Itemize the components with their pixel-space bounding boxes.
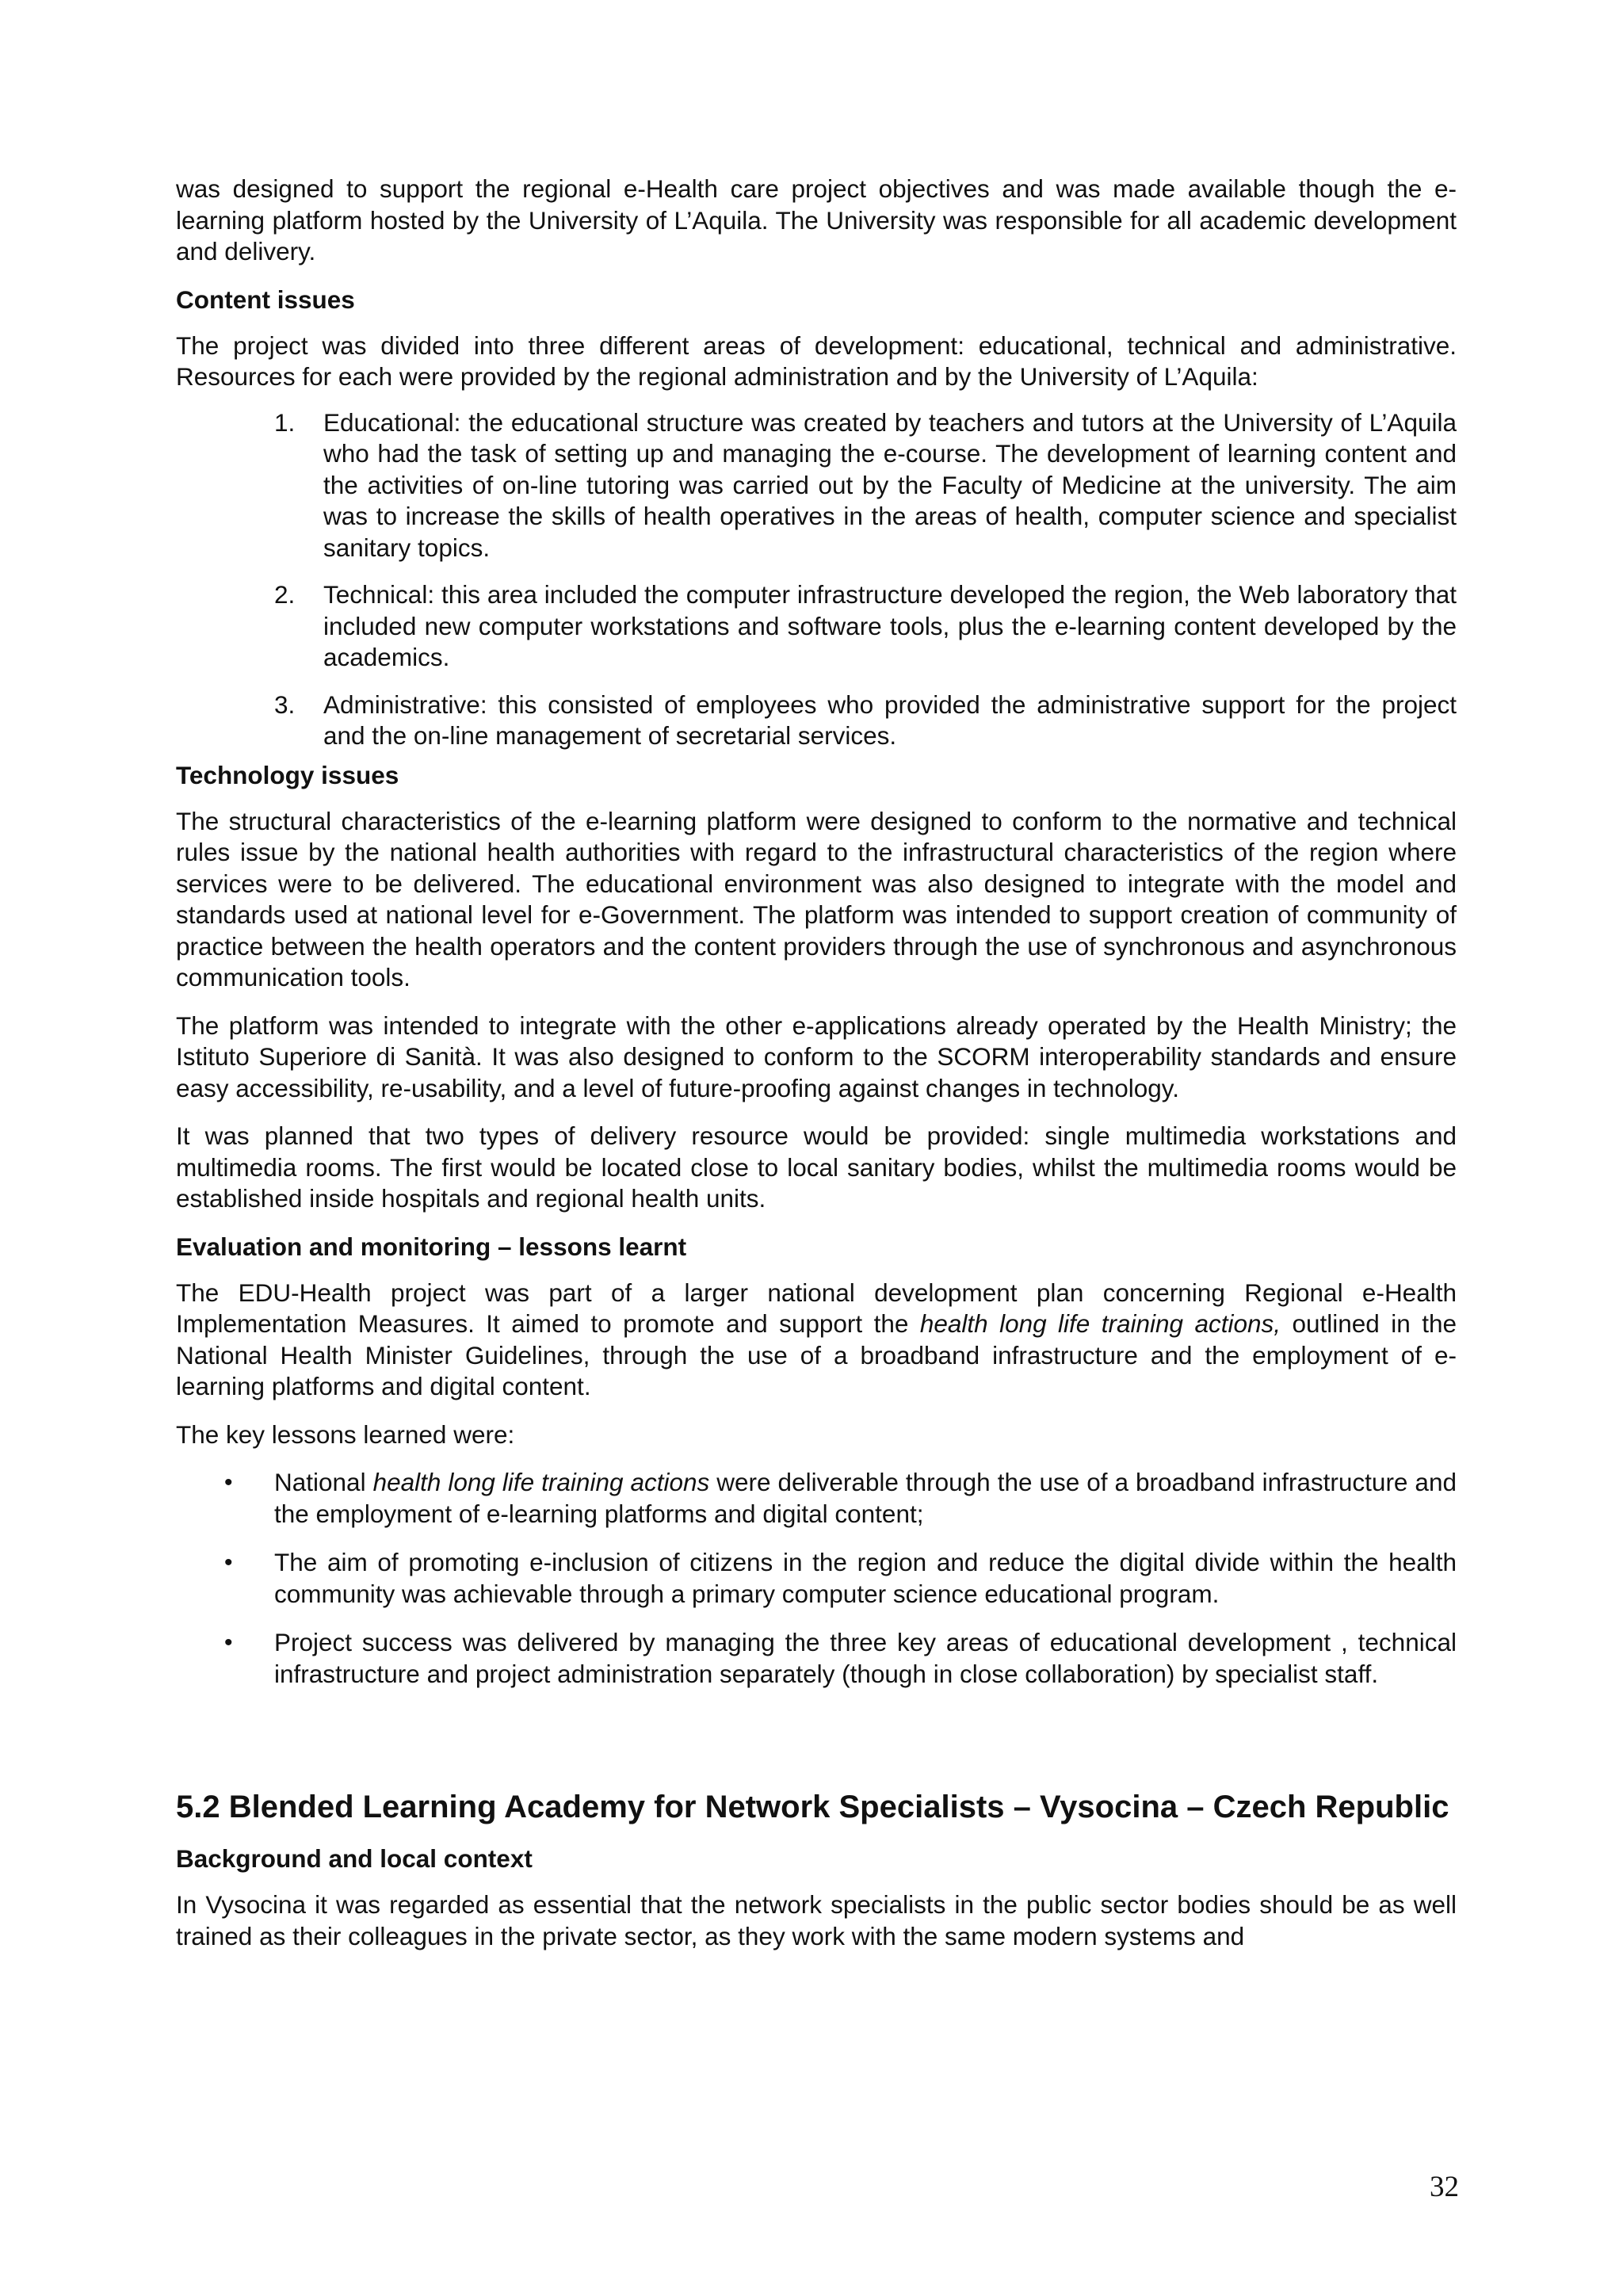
bullet-text: The aim of promoting e-inclusion of citizens in the region and reduce the digital divide within the health community was achievable through a primary computer science educational program. — [274, 1548, 1457, 1608]
evaluation-text: The EDU-Health project was part of a larger national development plan concerning Regional e-Health Implementation Measures. It aimed to promote and support the — [176, 1278, 1457, 1338]
evaluation-heading: Evaluation and monitoring – lessons learnt — [176, 1232, 687, 1261]
technology-paragraph: The structural characteristics of the e-learning platform were designed to conform to the normative and technical rules issue by the national health authorities with regard to the infrastructural characteristics of the region where services were to be delivered. The educational environment was also designed to integrate with the model and standards used at national level for e-Government. The platform was intended to support creation of community of practice between the health operators and the content providers through the use of synchronous and asynchronous communication tools. — [176, 806, 1457, 991]
lessons-intro: The key lessons learned were: — [176, 1419, 515, 1449]
list-item — [176, 1467, 1457, 1530]
technology-paragraph: It was planned that two types of delivery resource would be provided: single multimedia workstations and multimedia rooms. The first would be located close to local sanitary bodies, whilst the multimedia rooms would be established inside hospitals and regional health units. — [176, 1121, 1457, 1213]
page-number: 32 — [1430, 2171, 1459, 2203]
evaluation-text: outlined in the National Health Minister Guidelines, through the use of a broadband infrastructure and the employment of e-learning platforms and digital content. — [176, 1309, 1457, 1400]
intro-paragraph: was designed to support the regional e-Health care project objectives and was made available though the e-learning platform hosted by the University of L’Aquila. The University was responsible for all academic development and delivery. — [176, 174, 1457, 266]
list-item — [176, 1547, 1457, 1610]
list-item-text: Administrative: this consisted of employees who provided the administrative support for the project and the on-line management of secretarial services. — [323, 690, 1457, 750]
list-number: 1. — [274, 407, 296, 437]
content-issues-paragraph: The project was divided into three different areas of development: educational, technical and administrative. Resources for each were provided by the regional administration and by the University of L’Aquila: — [176, 330, 1457, 391]
bullet-text: National — [274, 1468, 373, 1496]
lessons-list — [176, 1467, 1457, 1690]
list-item — [176, 690, 1457, 752]
list-item-text: Technical: this area included the computer infrastructure developed the region, the Web laboratory that included new computer workstations and software tools, plus the e-learning content developed by the academics. — [323, 580, 1457, 671]
background-paragraph: In Vysocina it was regarded as essential that the network specialists in the public sector bodies should be as well trained as their colleagues in the private sector, as they work with the same modern systems and — [176, 1890, 1457, 1950]
background-heading: Background and local context — [176, 1844, 533, 1873]
evaluation-paragraph — [176, 1278, 1457, 1403]
bullet-icon: • — [224, 1469, 233, 1496]
evaluation-italic-text: health long life training actions, — [919, 1309, 1281, 1338]
bullet-text: Project success was delivered by managing the three key areas of educational development , technical infrastructure and project administration separately (though in close collaboration) by specialist staff. — [274, 1628, 1457, 1688]
bullet-icon: • — [224, 1549, 233, 1576]
technology-issues-heading: Technology issues — [176, 760, 399, 789]
list-number: 2. — [274, 580, 296, 609]
technology-paragraph: The platform was intended to integrate with the other e-applications already operated by the Health Ministry; the Istituto Superiore di Sanità. It was also designed to conform to the SCORM interoperability standards and ensure easy accessibility, re-usability, and a level of future-proofing against changes in technology. — [176, 1010, 1457, 1102]
list-item — [176, 579, 1457, 674]
list-number: 3. — [274, 690, 296, 719]
bullet-icon: • — [224, 1629, 233, 1656]
list-item-text: Educational: the educational structure was created by teachers and tutors at the University of L’Aquila who had the task of setting up and managing the e-course. The development of learning content and the activities of on-line tutoring was carried out by the Faculty of Medicine at the university. The aim was to increase the skills of health operatives in the areas of health, computer science and specialist sanitary topics. — [323, 407, 1457, 562]
section-title: 5.2 Blended Learning Academy for Network Specialists – Vysocina – Czech Republic — [176, 1790, 1449, 1824]
content-issues-heading: Content issues — [176, 285, 355, 314]
list-item — [176, 407, 1457, 564]
bullet-text: were deliverable through the use of a broadband infrastructure and the employment of e-learning platforms and digital content; — [274, 1468, 1457, 1528]
list-item — [176, 1627, 1457, 1690]
bullet-italic-text: health long life training actions — [372, 1468, 710, 1496]
areas-list — [176, 407, 1457, 752]
page-content — [176, 174, 1457, 1969]
